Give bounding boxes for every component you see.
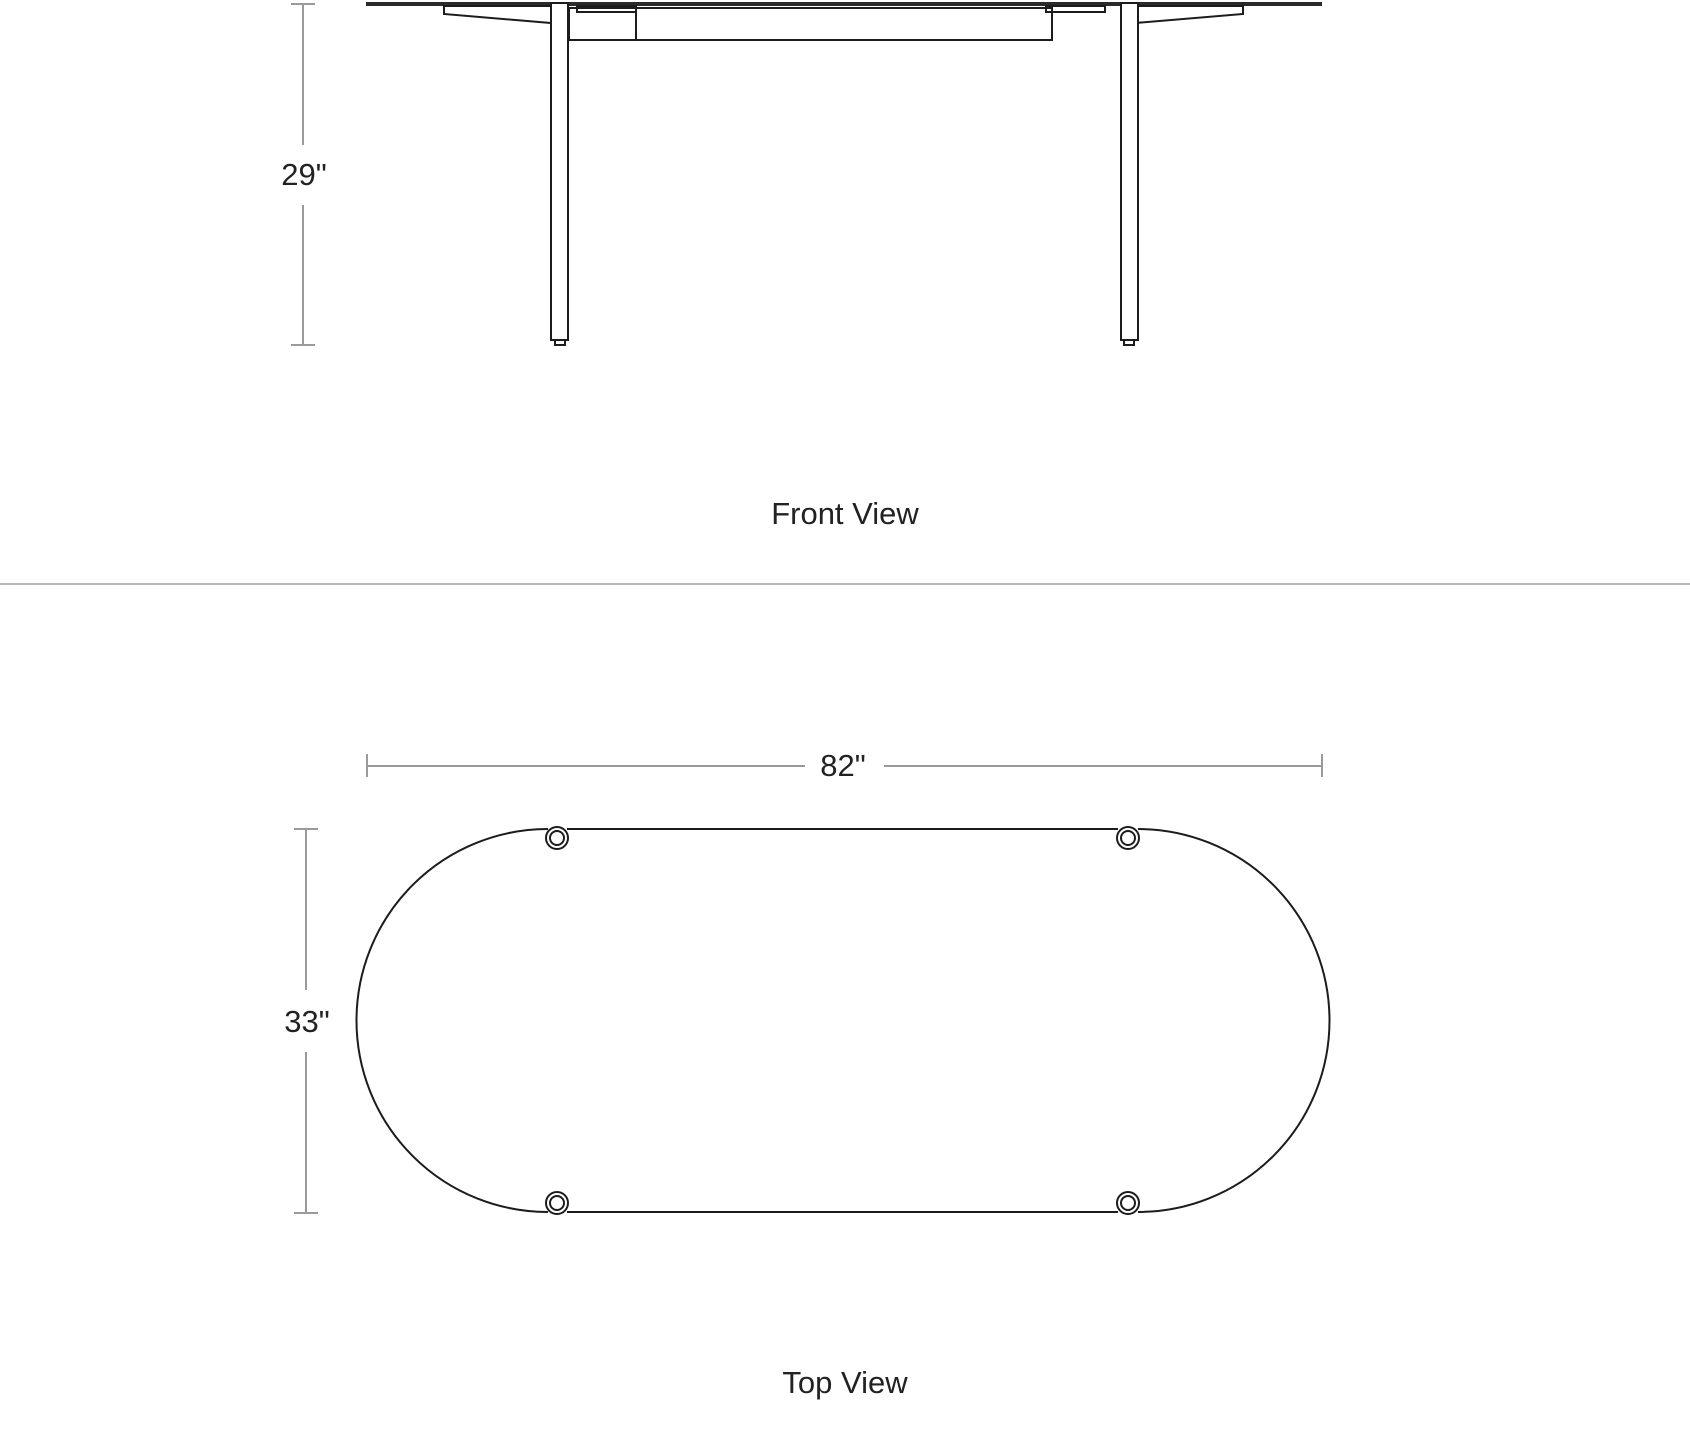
front-right-leg bbox=[1121, 3, 1138, 340]
front-right-taper bbox=[1135, 6, 1243, 23]
height-dimension-label: 29" bbox=[281, 157, 327, 192]
top-view-title: Top View bbox=[782, 1365, 908, 1400]
front-view bbox=[281, 3, 1322, 531]
front-height-dimension bbox=[281, 4, 327, 345]
leg-marker-inner bbox=[550, 831, 564, 845]
front-left-leg bbox=[551, 3, 568, 340]
depth-dimension-label: 33" bbox=[284, 1004, 330, 1039]
leg-marker-inner bbox=[1121, 831, 1135, 845]
front-left-taper bbox=[444, 6, 551, 23]
top-length-dimension bbox=[367, 748, 1322, 783]
top-view bbox=[284, 748, 1329, 1400]
front-view-title: Front View bbox=[771, 496, 919, 531]
top-leg-markers bbox=[546, 827, 1139, 1214]
leg-marker-inner bbox=[550, 1196, 564, 1210]
leg-marker-inner bbox=[1121, 1196, 1135, 1210]
front-apron bbox=[569, 8, 1052, 40]
front-right-bracket bbox=[1046, 6, 1105, 12]
length-dimension-label: 82" bbox=[820, 748, 866, 783]
front-left-glide bbox=[555, 340, 565, 345]
top-tabletop-outline bbox=[357, 829, 1330, 1212]
top-depth-dimension bbox=[284, 829, 330, 1213]
front-right-glide bbox=[1124, 340, 1134, 345]
front-table-outline bbox=[366, 3, 1322, 345]
